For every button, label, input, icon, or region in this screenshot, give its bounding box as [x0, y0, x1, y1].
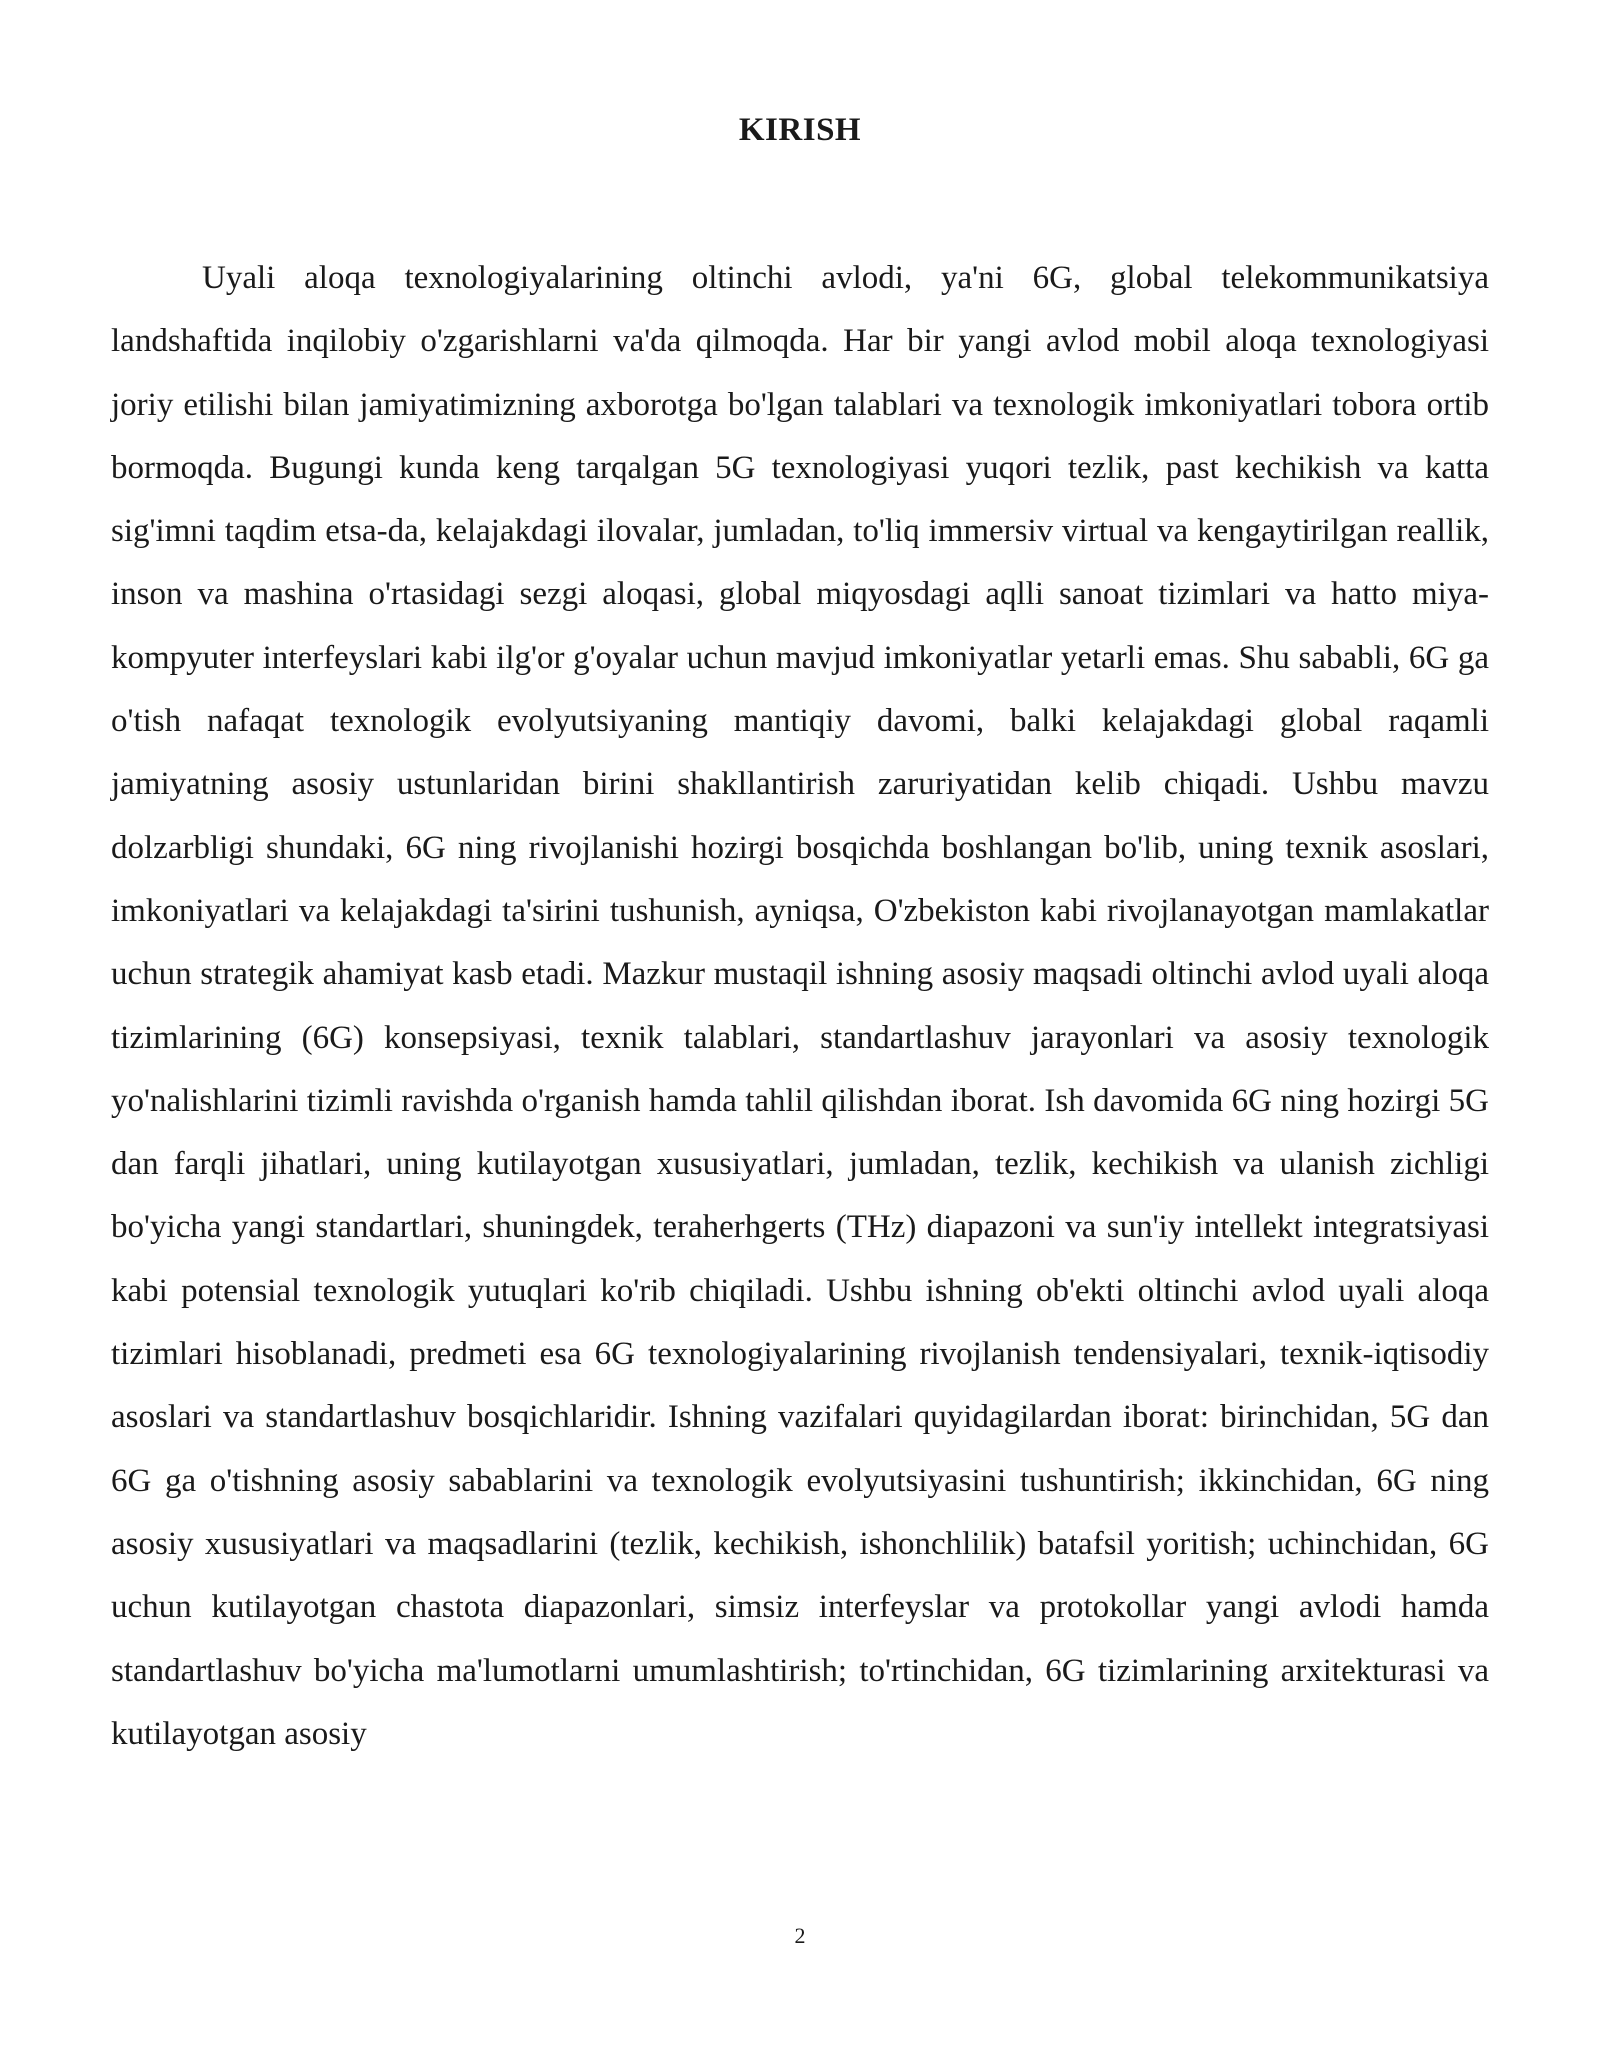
page-number: 2	[794, 1923, 806, 1948]
section-heading: KIRISH	[738, 112, 862, 148]
body-paragraph: Uyali aloqa texnologiyalarining oltinchi avlodi, ya'ni 6G, global telekommunikatsiya landshaftida inqilobiy o'zgarishlarni va'da qilmoqda. Har bir yangi avlod mobil aloqa texnologiyasi joriy etilishi bilan jamiyatimizning axborotga bo'lgan talablari va texnologik imkoniyatlari tobora ortib bormoqda. Bugungi kunda keng tarqalgan 5G texnologiyasi yuqori tezlik, past kechikish va katta sig'imni taqdim etsa-da, kelajakdagi ilovalar, jumladan, to'liq immersiv virtual va kengaytirilgan reallik, inson va mashina o'rtasidagi sezgi aloqasi, global miqyosdagi aqlli sanoat tizimlari va hatto miya-kompyuter interfeyslari kabi ilg'or g'oyalar uchun mavjud imkoniyatlar yetarli emas. Shu sababli, 6G ga o'tish nafaqat texnologik evolyutsiyaning mantiqiy davomi, balki kelajakdagi global raqamli jamiyatning asosiy ustunlaridan birini shakllantirish zaruriyatidan kelib chiqadi. Ushbu mavzu dolzarbligi shundaki, 6G ning rivojlanishi hozirgi bosqichda boshlangan bo'lib, uning texnik asoslari, imkoniyatlari va kelajakdagi ta'sirini tushunish, ayniqsa, O'zbekiston kabi rivojlanayotgan mamlakatlar uchun strategik ahamiyat kasb etadi. Mazkur mustaqil ishning asosiy maqsadi oltinchi avlod uyali aloqa tizimlarining (6G) konsepsiyasi, texnik talablari, standartlashuv jarayonlari va asosiy texnologik yo'nalishlarini tizimli ravishda o'rganish hamda tahlil qilishdan iborat. Ish davomida 6G ning hozirgi 5G dan farqli jihatlari, uning kutilayotgan xususiyatlari, jumladan, tezlik, kechikish va ulanish zichligi bo'yicha yangi standartlari, shuningdek, teraherhgerts (THz) diapazoni va sun'iy intellekt integratsiyasi kabi potensial texnologik yutuqlari ko'rib chiqiladi. Ushbu ishning ob'ekti oltinchi avlod uyali aloqa tizimlari hisoblanadi, predmeti esa 6G texnologiyalarining rivojlanish tendensiyalari, texnik-iqtisodiy asoslari va standartlashuv bosqichlaridir. Ishning vazifalari quyidagilardan iborat: birinchidan, 5G dan 6G ga o'tishning asosiy sabablarini va texnologik evolyutsiyasini tushuntirish; ikkinchidan, 6G ning asosiy xususiyatlari va maqsadlarini (tezlik, kechikish, ishonchlilik) batafsil yoritish; uchinchidan, 6G uchun kutilayotgan chastota diapazonlari, simsiz interfeyslar va protokollar yangi avlodi hamda standartlashuv bo'yicha ma'lumotlarni umumlashtirish; to'rtinchidan, 6G tizimlarining arxitekturasi va kutilayotgan asosiy	[111, 260, 1489, 1752]
